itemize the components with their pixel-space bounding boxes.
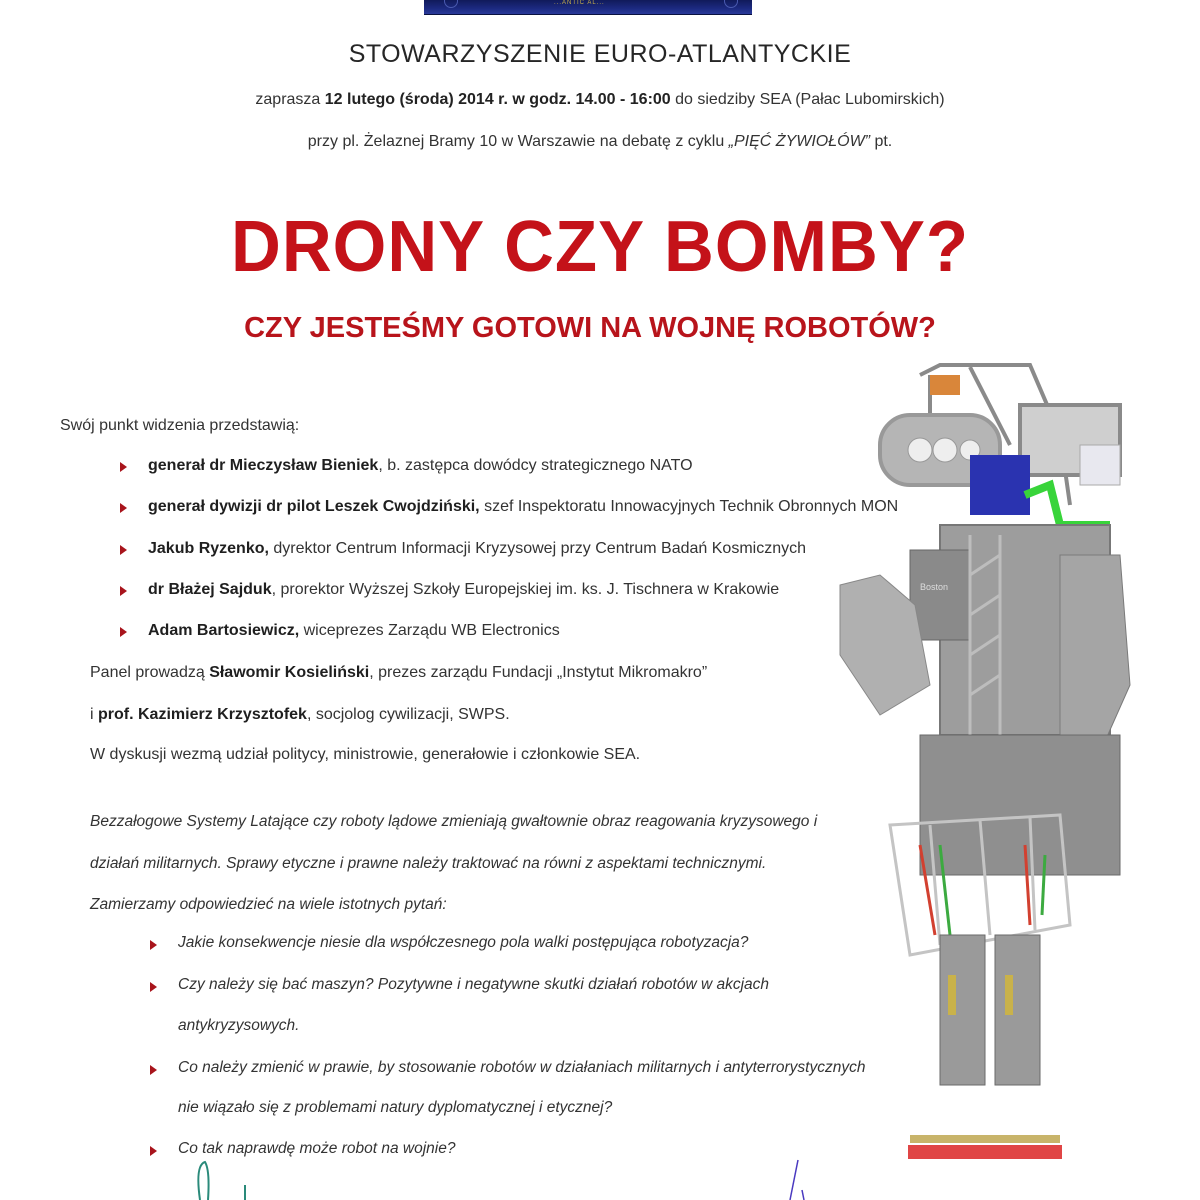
invite-line-1 bbox=[0, 91, 1200, 109]
speaker-item bbox=[148, 457, 693, 475]
sea-logo-banner bbox=[424, 0, 752, 15]
question-item: Czy należy się bać maszyn? Pozytywne i negatywne skutki działań robotów w akcjach bbox=[178, 976, 769, 993]
bullet-icon bbox=[150, 940, 157, 950]
question-item: Co tak naprawdę może robot na wojnie? bbox=[178, 1140, 456, 1157]
signature-mark bbox=[770, 1155, 830, 1200]
robot-label: Boston bbox=[920, 582, 949, 592]
bullet-icon bbox=[150, 1065, 157, 1075]
description-line: działań militarnych. Sprawy etyczne i prawne należy traktować na równi z aspektami technicznymi. bbox=[90, 855, 767, 872]
question-item: Co należy zmienić w prawie, by stosowanie robotów w działaniach militarnych i antyterrorystycznych bbox=[178, 1059, 866, 1076]
star-icon bbox=[724, 0, 738, 8]
event-date-time: 12 lutego (środa) 2014 r. w godz. 14.00 - 16:00 bbox=[324, 91, 671, 108]
signature-mark bbox=[180, 1160, 260, 1200]
robot-illustration bbox=[820, 355, 1140, 1175]
speaker-role: wiceprezes Zarządu WB Electronics bbox=[299, 622, 560, 639]
speaker-name: Adam Bartosiewicz, bbox=[148, 622, 300, 639]
question-item-continued: nie wiązało się z problemami natury dyplomatycznej i etycznej? bbox=[178, 1099, 613, 1116]
speaker-role: dyrektor Centrum Informacji Kryzysowej przy Centrum Badań Kosmicznych bbox=[268, 540, 806, 557]
pt-text: pt. bbox=[870, 133, 893, 150]
logo-motto: ...ANTIC AL... bbox=[554, 0, 605, 6]
speaker-item bbox=[148, 622, 560, 640]
star-icon bbox=[444, 0, 458, 8]
speaker-name: generał dr Mieczysław Bieniek bbox=[148, 457, 379, 474]
bullet-icon bbox=[120, 586, 127, 596]
moderator-role: , socjolog cywilizacji, SWPS. bbox=[306, 706, 510, 723]
moderator-name: Sławomir Kosieliński bbox=[209, 664, 370, 681]
speaker-role: , b. zastępca dowódcy strategicznego NATO bbox=[378, 457, 693, 474]
participants-line: W dyskusji wezmą udział politycy, ministrowie, generałowie i członkowie SEA. bbox=[90, 746, 641, 763]
panel-moderators-line-2 bbox=[90, 706, 510, 724]
invite-text: zaprasza bbox=[255, 91, 325, 108]
organization-name: STOWARZYSZENIE EURO-ATLANTYCKIE bbox=[348, 40, 852, 68]
event-subtitle: CZY JESTEŚMY GOTOWI NA WOJNĘ ROBOTÓW? bbox=[244, 312, 936, 344]
speaker-item bbox=[148, 581, 779, 599]
panel-moderators-line-1 bbox=[90, 664, 707, 682]
series-name: „PIĘĆ ŻYWIOŁÓW” bbox=[728, 133, 870, 150]
speaker-item bbox=[148, 540, 806, 558]
speaker-role: , prorektor Wyższej Szkoły Europejskiej im. ks. J. Tischnera w Krakowie bbox=[271, 581, 780, 598]
speakers-intro: Swój punkt widzenia przedstawią: bbox=[60, 417, 300, 434]
venue-text: do siedziby SEA (Pałac Lubomirskich) bbox=[670, 91, 945, 108]
description-line: Bezzałogowe Systemy Latające czy roboty lądowe zmieniają gwałtownie obraz reagowania kryzysowego i bbox=[90, 813, 818, 830]
moderator-role: , prezes zarządu Fundacji „Instytut Mikromakro” bbox=[369, 664, 708, 681]
description-line: Zamierzamy odpowiedzieć na wiele istotnych pytań: bbox=[90, 896, 447, 913]
panel-text: Panel prowadzą bbox=[90, 664, 210, 681]
bullet-icon bbox=[150, 982, 157, 992]
speaker-role: szef Inspektoratu Innowacyjnych Technik Obronnych MON bbox=[479, 498, 899, 515]
speaker-name: Jakub Ryzenko, bbox=[148, 540, 269, 557]
bullet-icon bbox=[120, 462, 127, 472]
bullet-icon bbox=[120, 627, 127, 637]
speaker-name: generał dywizji dr pilot Leszek Cwojdziński, bbox=[148, 498, 480, 515]
speaker-item bbox=[148, 498, 898, 516]
speaker-name: dr Błażej Sajduk bbox=[148, 581, 272, 598]
question-item: Jakie konsekwencje niesie dla współczesnego pola walki postępująca robotyzacja? bbox=[178, 934, 749, 951]
bullet-icon bbox=[150, 1146, 157, 1156]
bullet-icon bbox=[120, 503, 127, 513]
bullet-icon bbox=[120, 545, 127, 555]
invite-line-2 bbox=[0, 133, 1200, 151]
panel-text: i bbox=[90, 706, 98, 723]
address-text: przy pl. Żelaznej Bramy 10 w Warszawie na debatę z cyklu bbox=[307, 133, 729, 150]
moderator-name: prof. Kazimierz Krzysztofek bbox=[98, 706, 307, 723]
question-item-continued: antykryzysowych. bbox=[178, 1017, 300, 1034]
event-title: DRONY CZY BOMBY? bbox=[230, 206, 969, 287]
